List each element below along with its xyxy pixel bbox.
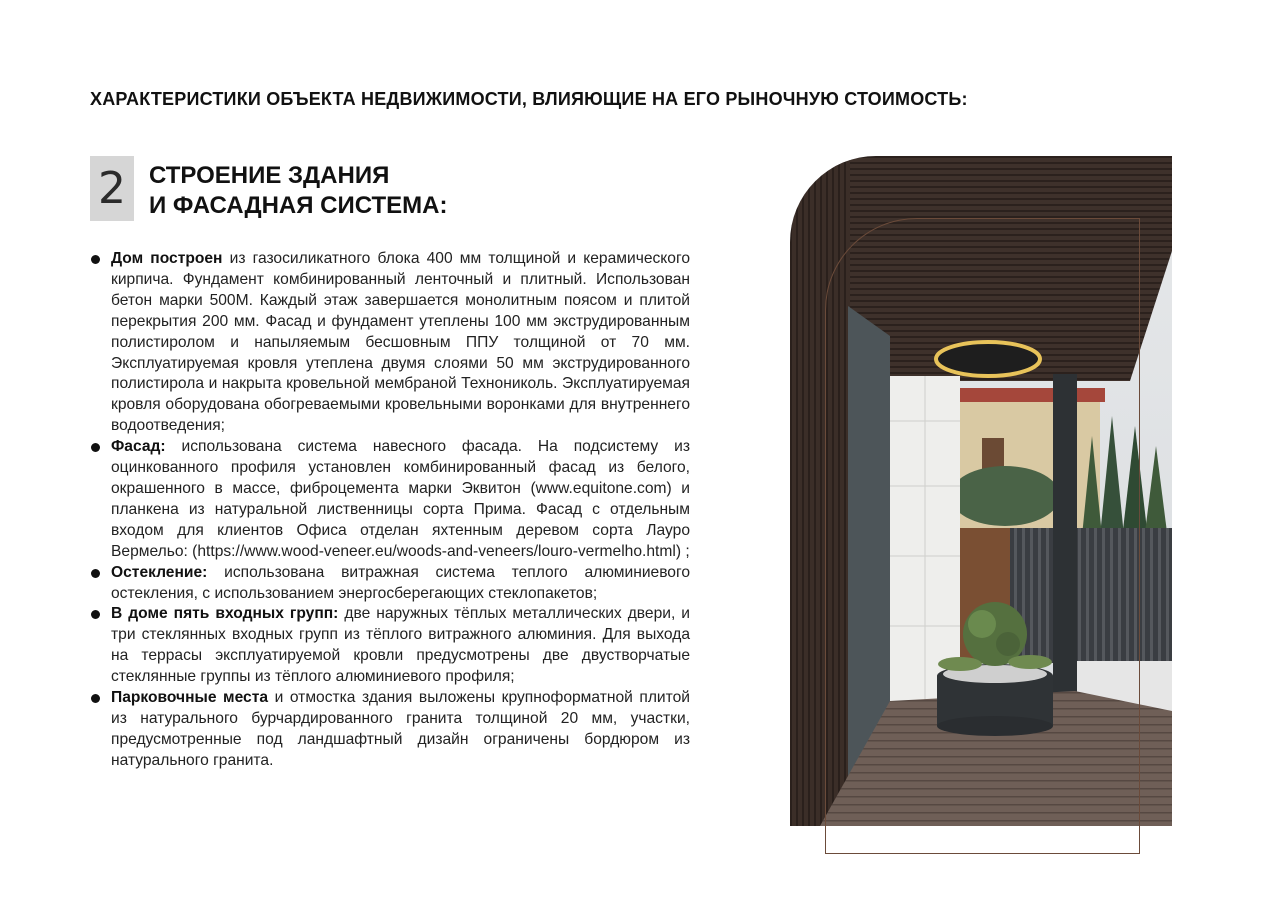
list-item [90,604,690,688]
list-item-text: две наружных тёплых металлических двери, и три стеклянных входных групп из тёплого витражного алюминия. Для выхода на террасы эксплуатируемой кровли предусмотрены две двустворчатые стеклянные группы из тёплого алюминиевого профиля; [111,605,690,686]
list-item-bold: Парковочные места [111,689,269,707]
section-title-line-2: И ФАСАДНАЯ СИСТЕМА: [149,192,448,219]
list-item-bold: Дом построен [111,250,223,267]
features-list [90,249,690,772]
list-item-bold: В доме пять входных групп: [111,605,339,623]
list-item [90,563,690,605]
list-item-bold: Остекление: [111,563,208,581]
list-item [90,688,690,772]
list-item [90,249,690,437]
section-number-badge: 2 [90,156,134,221]
list-item-text: использована система навесного фасада. На подсистему из оцинкованного профиля установлен комбинированный фасад из белого, окрашенного в массе, фиброцемента марки Эквитон (www.equitone.com) и планкена из натуральной лиственницы сорта Прима. Фасад с отдельным входом для клиентов Офиса отделан яхтенным деревом сорта Лауро Вермельо: (https://www.wood-veneer.eu/woods-and-veneers/louro-vermelho.html) ; [111,438,690,560]
section-title-line-1: СТРОЕНИЕ ЗДАНИЯ [149,162,390,189]
list-item-bold: Фасад: [111,438,166,456]
list-item [90,437,690,562]
section-title [149,161,447,221]
page-heading: ХАРАКТЕРИСТИКИ ОБЪЕКТА НЕДВИЖИМОСТИ, ВЛИЯЮЩИЕ НА ЕГО РЫНОЧНУЮ СТОИМОСТЬ: [90,89,968,109]
list-item-text: использована витражная система теплого алюминиевого остекления, с использованием энергосберегающих стеклопакетов; [111,563,690,602]
list-item-text: и отмостка здания выложены крупноформатной плитой из натурального бурчардированного гранита толщиной 20 мм, участки, предусмотренные под ландшафтный дизайн ограничены бордюром из натурального гранита. [111,689,690,769]
list-item-text: из газосиликатного блока 400 мм толщиной и керамического кирпича. Фундамент комбинированный ленточный и плитный. Использован бетон марки 500М. Каждый этаж завершается монолитным поясом и плитой перекрытия 200 мм. Фасад и фундамент утеплены 100 мм экструдированным полистиролом и напыляемым бесшовным ППУ толщиной от 70 мм. Эксплуатируемая кровля утеплена двумя слоями 50 мм экструдированного полистирола и накрыта кровельной мембраной Технониколь. Эксплуатируемая кровля оборудована обогреваемыми кровельными воронками для внутреннего водоотведения; [111,250,690,435]
photo-decorative-frame [825,218,1140,854]
